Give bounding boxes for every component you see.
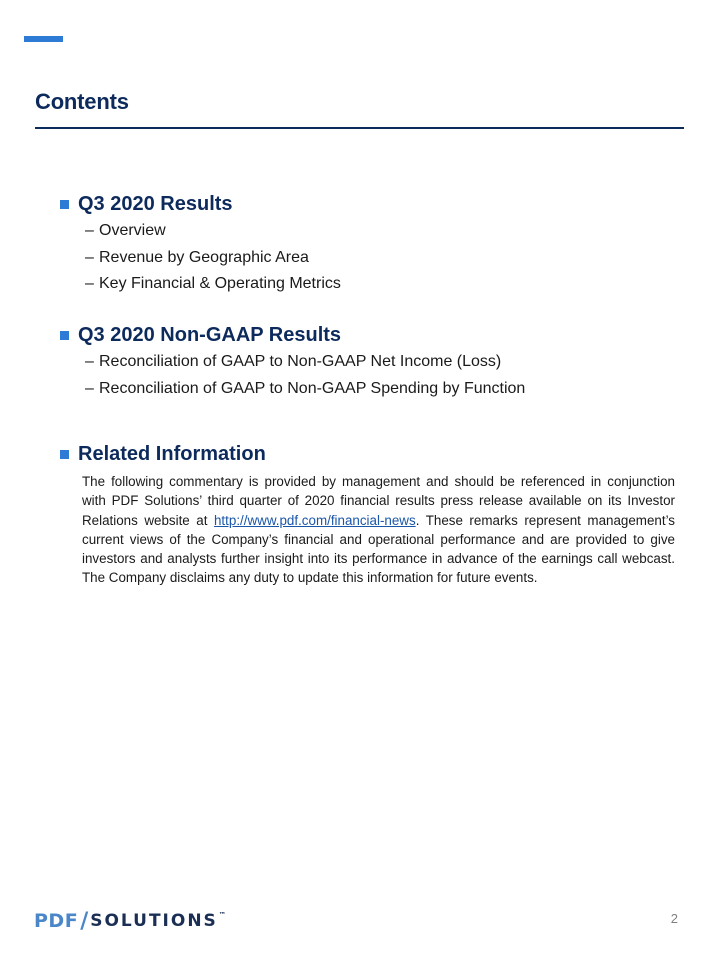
page-number: 2 <box>670 911 678 926</box>
list-item <box>85 218 680 245</box>
sub-list <box>85 218 680 298</box>
square-bullet-icon <box>60 200 69 209</box>
dash-icon: – <box>85 379 94 397</box>
logo-slash: / <box>80 908 89 934</box>
list-item <box>85 245 680 272</box>
logo-pdf-text: PDF <box>34 910 79 932</box>
section-heading <box>60 440 680 468</box>
dash-icon: – <box>85 353 94 370</box>
paragraph-text-start: The following commentary is provided by management and should be referenced in conjunction with PDF Solutions’ third quarter of 2020 financial results press release available on its Investor Relations website at <box>82 474 675 528</box>
pdf-solutions-logo <box>34 908 226 934</box>
logo-solutions-text: SOLUTIONS <box>90 911 218 931</box>
section-title: Related Information <box>78 442 266 465</box>
section-heading <box>60 321 680 349</box>
section-heading <box>60 190 680 218</box>
section-title: Q3 2020 Non-GAAP Results <box>78 323 342 346</box>
square-bullet-icon <box>60 331 69 340</box>
accent-bar <box>24 36 63 42</box>
logo-trademark: ™ <box>218 911 226 919</box>
list-item <box>85 349 680 376</box>
section-related-information <box>60 440 680 588</box>
related-info-paragraph <box>82 472 675 588</box>
financial-news-link[interactable]: http://www.pdf.com/financial-news <box>213 512 416 528</box>
title-divider <box>35 127 684 129</box>
list-item-label: Overview <box>99 222 166 239</box>
section-q3-results <box>60 190 680 298</box>
sub-list <box>85 349 680 402</box>
dash-icon: – <box>85 275 94 292</box>
list-item-label: Key Financial & Operating Metrics <box>99 275 341 292</box>
section-non-gaap-results <box>60 321 680 402</box>
dash-icon: – <box>85 248 94 266</box>
list-item-label: Reconciliation of GAAP to Non-GAAP Net Income (Loss) <box>99 353 502 370</box>
paragraph-text-end: . These remarks represent management’s current views of the Company’s financial and operational performance and are provided to give investors and analysts further insight into its performance in advance of the earnings call webcast. The Company disclaims any duty to update this information for future events. <box>82 512 676 586</box>
dash-icon: – <box>85 222 94 239</box>
list-item-label: Revenue by Geographic Area <box>99 248 309 266</box>
section-title: Q3 2020 Results <box>78 192 233 215</box>
list-item <box>85 376 680 403</box>
square-bullet-icon <box>60 450 69 459</box>
list-item <box>85 271 680 298</box>
page-title: Contents <box>35 89 129 114</box>
list-item-label: Reconciliation of GAAP to Non-GAAP Spending by Function <box>99 379 526 397</box>
